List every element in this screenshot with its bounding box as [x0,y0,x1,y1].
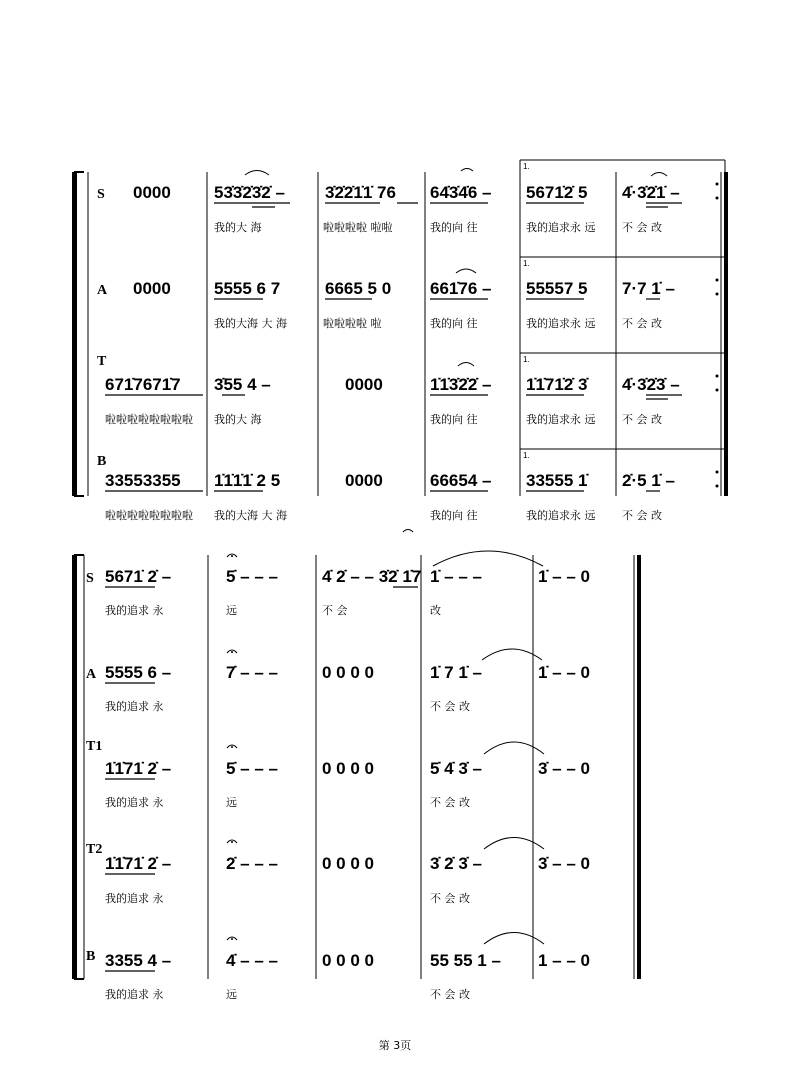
lyrics: 我的追求永 远 [526,317,596,330]
slurs [458,363,474,367]
measure-notes: 53̇3̇2̇3̇2̇ – [214,183,285,202]
measure-notes: 1̇ – – – [430,567,482,586]
measure-notes: 671̇7671̇7 [105,375,181,394]
measure-notes: 0000 [133,279,171,298]
measure-notes: 1̇1̇71̇ 2̇ – [105,854,172,873]
underlines [105,395,682,399]
measure-notes: 5671̇ 2̇ – [105,567,172,586]
measure-notes: 64̇3̇4̇6 – [430,183,492,202]
staff-s [133,169,682,235]
lyrics: 远 [226,988,237,1001]
measure-notes: 0000 [133,183,171,202]
part-label-s: S [97,187,105,202]
lyrics: 我的向 往 [430,317,478,330]
measure-notes: 3̇ – – 0 [538,854,590,873]
measure-notes: 4̇ 2̇ – – 3̇2̇ 1̇7 [322,567,422,586]
slurs [484,838,544,850]
lyrics: 不 会 改 [622,413,662,426]
lyrics: 啦啦啦啦 啦 [323,317,382,330]
staff-b2 [105,933,590,1002]
part-label-s: S [86,571,94,586]
lyrics: 远 [226,796,237,809]
staff-s2 [105,530,590,618]
measure-notes: 0 0 0 0 [322,951,374,970]
measure-notes: 2̇·5 1̇ – [622,471,675,490]
measure-notes: 0000 [345,471,383,490]
measure-notes: 33555 1̇ [526,471,588,490]
staff-t [105,363,682,427]
measure-notes: 7·7 1̇ – [622,279,675,298]
measure-notes: 55557 5 [526,279,588,298]
lyrics: 啦啦啦啦啦啦啦啦 [105,509,193,522]
staff-t2 [105,838,590,906]
part-label-t1: T1 [86,739,103,754]
measure-notes: 3̇2̇2̇1̇1̇ 76 [325,183,396,202]
measure-notes: 33553355 [105,471,181,490]
system-bracket [72,555,77,979]
measure-notes: 4̇ – – – [226,951,278,970]
measure-notes: 5671̇2̇ 5 [526,183,588,202]
repeat-dots [716,183,719,488]
measure-notes: 3355 4 – [105,951,172,970]
slurs [484,742,544,754]
lyrics: 改 [430,604,441,617]
slurs [245,169,667,177]
measure-notes: 4̇·3̇2̇3̇ – [622,375,680,394]
lyrics: 啦啦啦啦啦啦啦啦 [105,413,193,426]
lyrics: 我的大 海 [214,413,262,426]
lyrics: 我的追求 永 [105,604,164,617]
measure-notes: 55 55 1 – [430,951,501,970]
measure-notes: 6665 5 0 [325,279,392,298]
lyrics: 我的大海 大 海 [214,509,287,522]
staff-t1 [105,742,590,809]
final-barline-thick [637,555,641,979]
part-label-b: B [86,949,96,964]
page-number: 第 3页 [378,1039,412,1052]
lyrics: 我的追求 永 [105,700,164,713]
measure-notes: 3̇ 2̇ 3̇ – [430,854,482,873]
lyrics: 不 会 改 [430,796,470,809]
slurs [456,269,476,273]
part-label-t2: T2 [86,842,103,857]
lyrics: 远 [226,604,237,617]
lyrics: 不 会 改 [430,700,470,713]
volta-label: 1. [523,451,530,460]
measure-notes: 661̇76 – [430,279,492,298]
measure-notes: 2̇ – – – [226,854,278,873]
repeat-barline-thick [724,172,728,496]
system-1 [72,160,728,522]
lyrics: 不 会 改 [622,509,662,522]
measure-notes: 1̇ – – 0 [538,567,590,586]
lyrics: 我的大海 大 海 [214,317,287,330]
measure-notes: 5̇ – – – [226,567,278,586]
staff-a2 [105,649,590,713]
slurs [403,530,543,567]
lyrics: 我的大 海 [214,221,262,234]
lyrics: 不 会 改 [622,221,662,234]
measure-notes: 1̇1̇71̇2̇ 3̇ [526,375,588,394]
measure-notes: 0 0 0 0 [322,759,374,778]
part-label-a: A [97,283,108,298]
measure-notes: 7̇ – – – [226,663,278,682]
lyrics: 我的向 往 [430,509,478,522]
volta-label: 1. [523,259,530,268]
lyrics: 我的追求永 远 [526,413,596,426]
measure-notes: 5555 6 7 [214,279,281,298]
measure-notes: 4̇·3̇2̇1̇ – [622,183,680,202]
lyrics: 不 会 改 [622,317,662,330]
part-label-t: T [97,354,107,369]
measure-notes: 1 – – 0 [538,951,590,970]
volta-label: 1. [523,162,530,171]
measure-notes: 3̇55 4 – [214,375,271,394]
lyrics: 我的追求 永 [105,796,164,809]
lyrics: 不 会 改 [430,988,470,1001]
measure-notes: 5555 6 – [105,663,172,682]
measure-notes: 1̇ – – 0 [538,663,590,682]
measure-notes: 1̇1̇1̇1̇ 2 5 [214,471,281,490]
measure-notes: 1̇1̇71̇ 2̇ – [105,759,172,778]
staff-a [133,269,675,330]
measure-notes: 1̇1̇3̇2̇2̇ – [430,375,492,394]
measure-notes: 66654 – [430,471,492,490]
lyrics: 我的追求 永 [105,988,164,1001]
lyrics: 我的追求 永 [105,892,164,905]
part-label-a: A [86,667,97,682]
lyrics: 不 会 改 [430,892,470,905]
system-2 [72,530,641,1002]
part-label-b: B [97,454,107,469]
measure-notes: 5̇ 4̇ 3̇ – [430,759,482,778]
lyrics: 不 会 [322,604,348,617]
slurs [484,933,544,945]
underlines [214,203,682,207]
lyrics: 我的向 往 [430,221,478,234]
lyrics: 我的追求永 远 [526,509,596,522]
lyrics: 我的追求永 远 [526,221,596,234]
measure-notes: 5̇ – – – [226,759,278,778]
measure-notes: 0 0 0 0 [322,663,374,682]
measure-notes: 0 0 0 0 [322,854,374,873]
staff-b [105,471,675,522]
lyrics: 啦啦啦啦 啦啦 [323,221,393,234]
system-bracket [72,172,77,496]
measure-notes: 1̇ 7 1̇ – [430,663,482,682]
volta-label: 1. [523,355,530,364]
lyrics: 我的向 往 [430,413,478,426]
measure-notes: 0000 [345,375,383,394]
measure-notes: 3̇ – – 0 [538,759,590,778]
